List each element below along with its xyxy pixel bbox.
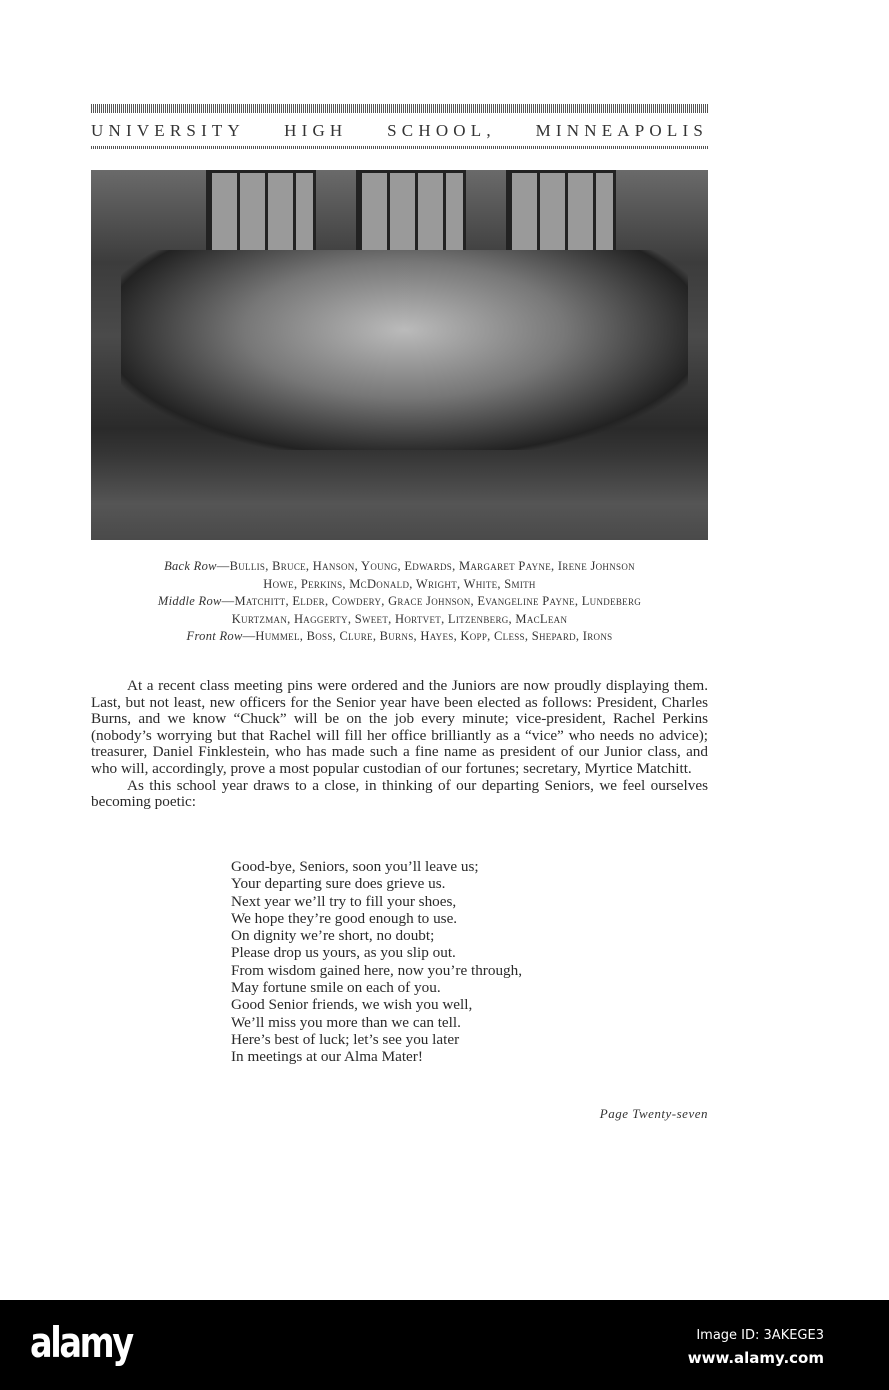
poem-line: Good-bye, Seniors, soon you’ll leave us; bbox=[231, 858, 479, 875]
header-rule-top bbox=[91, 104, 708, 113]
page-number: Page Twenty-seven bbox=[599, 1106, 708, 1121]
photo-caption bbox=[91, 558, 708, 646]
image-id: Image ID: 3AKEGE3 bbox=[696, 1328, 824, 1343]
poem-line: Here’s best of luck; let’s see you later bbox=[231, 1030, 460, 1048]
watermark-url: www.alamy.com bbox=[687, 1349, 824, 1367]
photo-students bbox=[121, 250, 688, 450]
back-row-label: Back Row bbox=[164, 559, 217, 573]
watermark-bar bbox=[0, 1300, 889, 1390]
middle-row-names: —Matchitt, Elder, Cowdery, Grace Johnson, Evangeline Payne, Lundeberg bbox=[221, 594, 642, 608]
poem-line: We’ll miss you more than we can tell. bbox=[231, 1013, 461, 1031]
poem-line: We hope they’re good enough to use. bbox=[231, 909, 458, 927]
photo-grass bbox=[91, 450, 708, 540]
poem-line: Please drop us yours, as you slip out. bbox=[231, 944, 456, 962]
paragraph: As this school year draws to a close, in thinking of our departing Seniors, we feel ourselves becoming poetic: bbox=[91, 776, 708, 811]
header-rule-bottom bbox=[91, 146, 708, 149]
alamy-logo: alamy bbox=[30, 1318, 132, 1367]
poem bbox=[231, 858, 522, 1066]
poem-line: On dignity we’re short, no doubt; bbox=[231, 927, 435, 945]
middle-row-label: Middle Row bbox=[157, 594, 222, 608]
back-row-names: —Bullis, Bruce, Hanson, Young, Edwards, Margaret Payne, Irene Johnson bbox=[216, 559, 635, 573]
poem-line: Next year we’ll try to fill your shoes, bbox=[231, 892, 457, 910]
page-header-title: UNIVERSITY HIGH SCHOOL, MINNEAPOLIS bbox=[91, 121, 708, 140]
poem-line: May fortune smile on each of you. bbox=[231, 979, 441, 997]
class-photo bbox=[91, 170, 708, 540]
front-row-label: Front Row bbox=[186, 629, 243, 643]
back-row-names-cont: Howe, Perkins, McDonald, Wright, White, Smith bbox=[263, 576, 536, 591]
poem-line: Good Senior friends, we wish you well, bbox=[231, 996, 473, 1014]
poem-line: Your departing sure does grieve us. bbox=[231, 875, 446, 893]
body-text bbox=[91, 678, 708, 811]
poem-line: From wisdom gained here, now you’re through, bbox=[231, 961, 523, 979]
front-row-names: —Hummel, Boss, Clure, Burns, Hayes, Kopp, Cless, Shepard, Irons bbox=[242, 629, 613, 643]
middle-row-names-cont: Kurtzman, Haggerty, Sweet, Hortvet, Litzenberg, MacLean bbox=[231, 611, 568, 626]
paragraph: At a recent class meeting pins were ordered and the Juniors are now proudly displaying them. Last, but not least, new officers for the Senior year have been elected as follows: President, Charles Burns, and we know “Chuck” will be on the job every minute; vice-president, Rachel Perkins (nobody’s worrying but that Rachel will fill her office brilliantly as a “vice” who needs no advice); treasurer, Daniel Finklestein, who has made such a fine name as president of our Junior class, and who will, accordingly, prove a most popular custodian of our fortunes; secretary, Myrtice Matchitt. bbox=[91, 677, 708, 777]
poem-line: In meetings at our Alma Mater! bbox=[231, 1048, 423, 1066]
